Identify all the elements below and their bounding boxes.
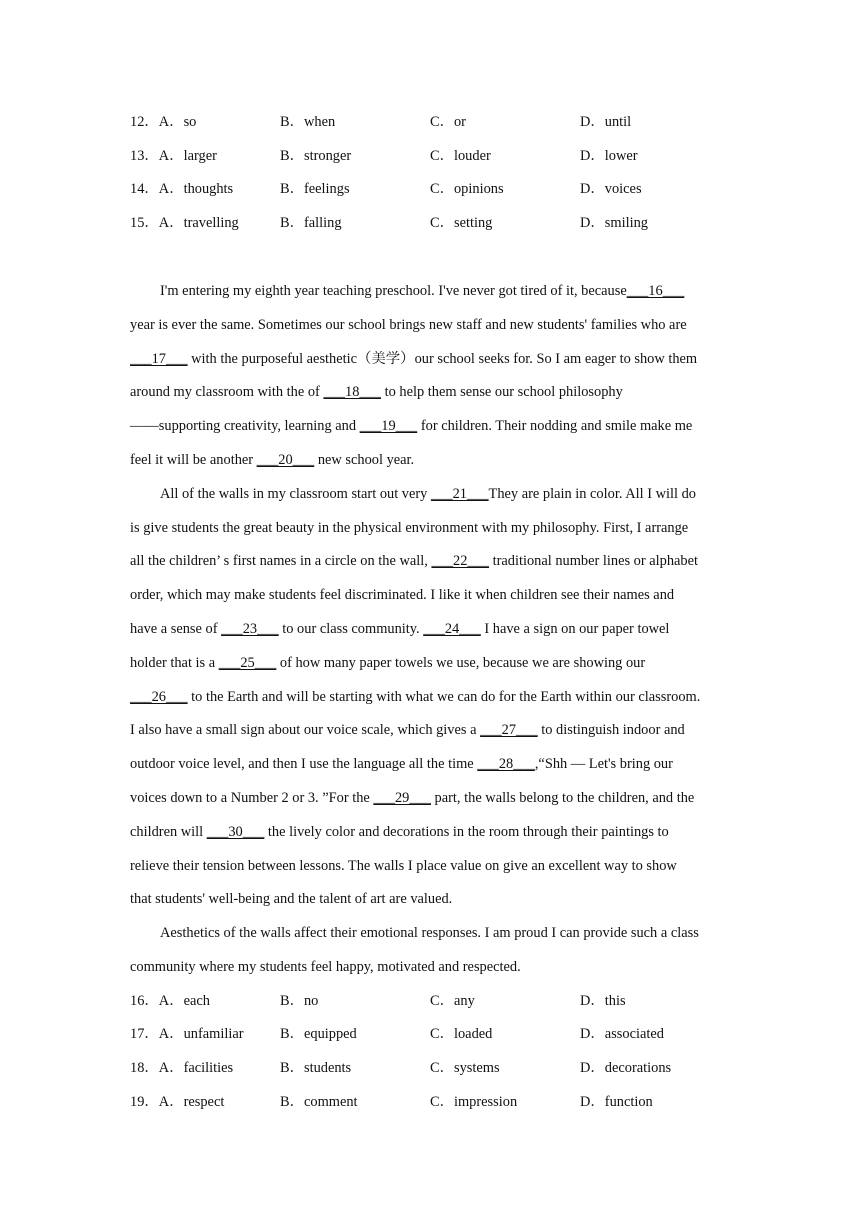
option-d: D．lower: [580, 148, 638, 164]
option-d: D．smiling: [580, 215, 648, 231]
passage-line: around my classroom with the of ___18___ to help them sense our school philosophy: [130, 384, 623, 401]
option-c: C．setting: [430, 215, 493, 231]
question-number: 14．A．thoughts: [130, 181, 234, 197]
option-c: C．louder: [430, 148, 491, 164]
passage-line: holder that is a ___25___ of how many paper towels we use, because we are showing our: [130, 654, 646, 671]
option-d: D．decorations: [580, 1060, 672, 1076]
question-number: 17．A．unfamiliar: [130, 1026, 244, 1042]
question-18-options: [130, 1058, 750, 1078]
question-12-options: [130, 112, 750, 132]
blank-23[interactable]: ___23___: [221, 620, 279, 637]
question-number: 13．A．larger: [130, 148, 217, 164]
question-15-options: [130, 213, 750, 233]
blank-18[interactable]: ___18___: [323, 384, 381, 401]
option-b: B．falling: [280, 215, 342, 231]
cloze-passage: [130, 280, 740, 990]
passage-line: All of the walls in my classroom start out very ___21___They are plain in color. All I will do: [160, 485, 696, 502]
option-b: B．feelings: [280, 181, 350, 197]
blank-28[interactable]: ___28___: [477, 756, 535, 773]
option-d: D．associated: [580, 1026, 664, 1042]
passage-line: order, which may make students feel discriminated. I like it when children see their names and: [130, 587, 675, 604]
blank-22[interactable]: ___22___: [431, 553, 489, 570]
question-number: 18．A．facilities: [130, 1060, 234, 1076]
option-b: B．comment: [280, 1094, 358, 1110]
question-number: 19．A．respect: [130, 1094, 225, 1110]
passage-line: Aesthetics of the walls affect their emotional responses. I am proud I can provide such a class: [160, 925, 699, 942]
passage-line: is give students the great beauty in the physical environment with my philosophy. First, I arrange: [130, 519, 689, 536]
passage-line: that students' well-being and the talent of art are valued.: [130, 891, 453, 908]
option-c: C．any: [430, 993, 475, 1009]
blank-30[interactable]: ___30___: [206, 823, 265, 840]
option-b: B．no: [280, 993, 319, 1009]
option-b: B．students: [280, 1060, 352, 1076]
option-d: D．until: [580, 114, 632, 130]
blank-25[interactable]: ___25___: [218, 654, 277, 671]
passage-line: year is ever the same. Sometimes our school brings new staff and new students' families who are: [130, 316, 687, 333]
passage-line: children will ___30___ the lively color and decorations in the room through their paintings to: [130, 823, 669, 840]
blank-29[interactable]: ___29___: [373, 789, 431, 806]
question-number: 12．A．so: [130, 114, 197, 130]
option-b: B．when: [280, 114, 336, 130]
blank-17[interactable]: ___17___: [130, 350, 188, 367]
blank-26[interactable]: ___26___: [130, 688, 188, 705]
blank-16[interactable]: ___16___: [626, 283, 685, 299]
passage-line: community where my students feel happy, motivated and respected.: [130, 958, 521, 975]
blank-27[interactable]: ___27___: [480, 722, 538, 739]
option-c: C．systems: [430, 1060, 500, 1076]
passage-line: I'm entering my eighth year teaching preschool. I've never got tired of it, because___16___: [160, 283, 685, 299]
question-19-options: [130, 1092, 750, 1112]
blank-19[interactable]: ___19___: [359, 418, 418, 435]
passage-line: I also have a small sign about our voice scale, which gives a ___27___ to distinguish indoor and: [130, 722, 685, 739]
passage-line: ___26___ to the Earth and will be starting with what we can do for the Earth within our classroom.: [130, 688, 701, 705]
passage-line: relieve their tension between lessons. The walls I place value on give an excellent way to show: [130, 857, 677, 874]
blank-21[interactable]: ___21___: [430, 485, 489, 502]
option-b: B．equipped: [280, 1026, 357, 1042]
option-d: D．voices: [580, 181, 642, 197]
blank-24[interactable]: ___24___: [423, 620, 481, 637]
passage-line: outdoor voice level, and then I use the language all the time ___28___,“Shh — Let's bring our: [130, 756, 673, 773]
passage-line: ___17___ with the purposeful aesthetic（美学）our school seeks for. So I am eager to show them: [130, 350, 698, 367]
passage-line: feel it will be another ___20___ new school year.: [130, 451, 415, 468]
passage-line: all the children’ s first names in a circle on the wall, ___22___ traditional number lines or alphabet: [130, 553, 699, 570]
option-c: C．opinions: [430, 181, 504, 197]
question-number: 16．A．each: [130, 993, 210, 1009]
passage-line: have a sense of ___23___ to our class community. ___24___ I have a sign on our paper towel: [130, 620, 670, 637]
option-d: D．function: [580, 1094, 653, 1110]
option-b: B．stronger: [280, 148, 352, 164]
question-14-options: [130, 179, 750, 199]
blank-20[interactable]: ___20___: [256, 451, 315, 468]
option-c: C．impression: [430, 1094, 518, 1110]
passage-line: ——supporting creativity, learning and ___19___ for children. Their nodding and smile make me: [130, 418, 693, 435]
option-d: D．this: [580, 993, 626, 1009]
passage-line: voices down to a Number 2 or 3. ”For the ___29___ part, the walls belong to the children, and the: [130, 789, 695, 806]
question-17-options: [130, 1024, 750, 1044]
option-c: C．loaded: [430, 1026, 493, 1042]
option-c: C．or: [430, 114, 466, 130]
question-13-options: [130, 146, 750, 166]
question-16-options: [130, 991, 750, 1011]
question-number: 15．A．travelling: [130, 215, 239, 231]
